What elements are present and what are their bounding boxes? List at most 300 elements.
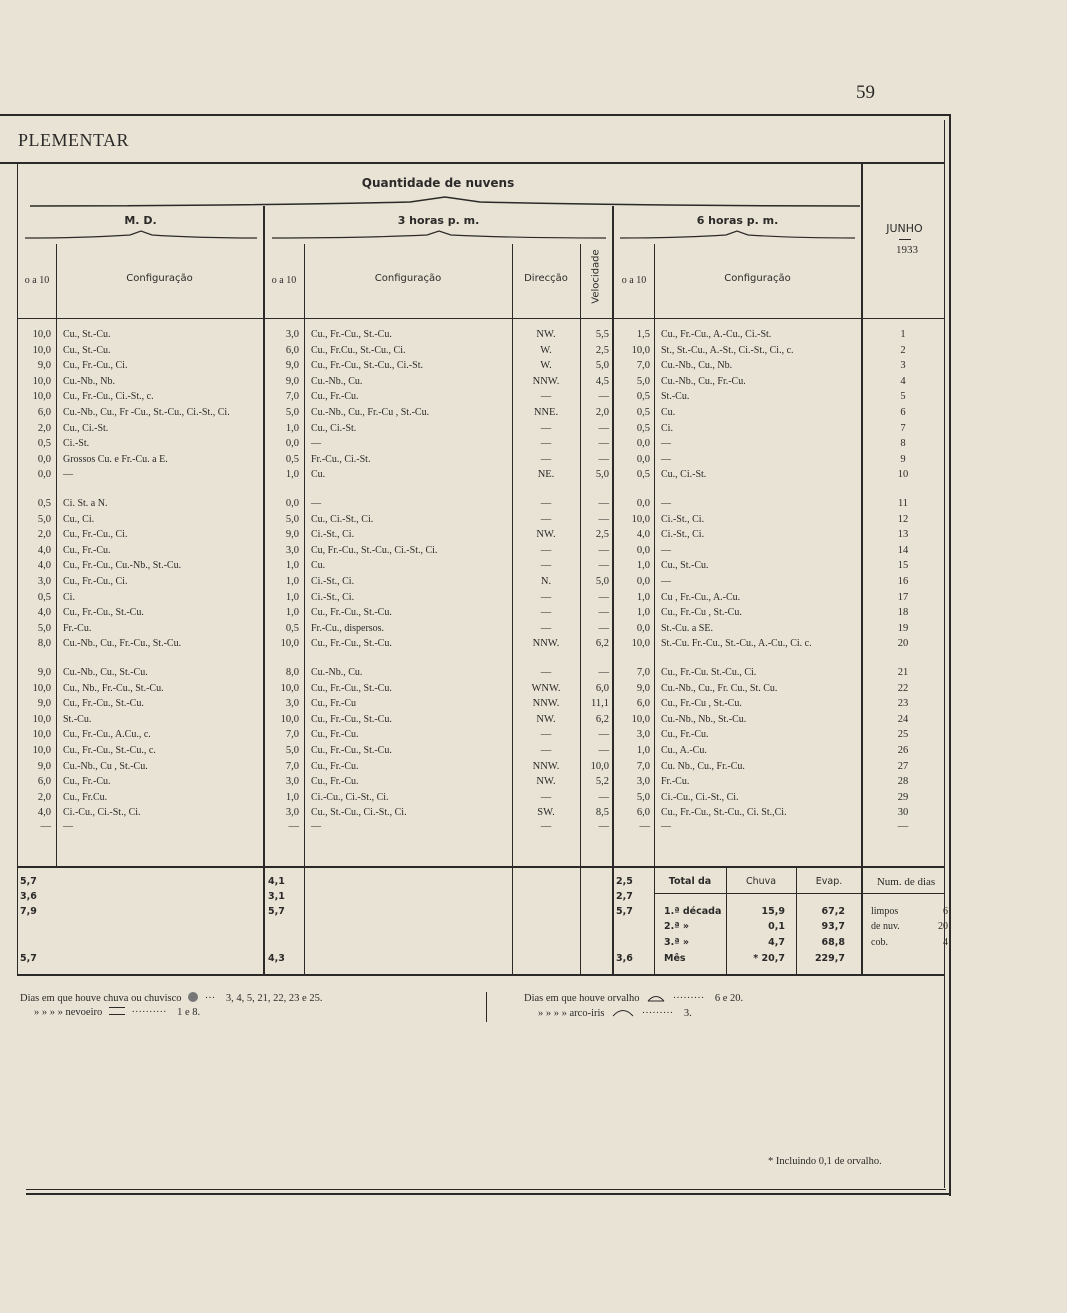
p3-direction: NNW.	[532, 375, 560, 387]
p3-config: Fr.-Cu., dispersos.	[311, 622, 385, 634]
md-config: Cu., Nb., Fr.-Cu., St.-Cu.	[63, 682, 164, 694]
p6-config: Cu., Fr.-Cu.	[661, 729, 709, 741]
p3-velocity: 5,2	[595, 776, 609, 788]
header-scale-3pm: o a 10	[271, 275, 297, 286]
note-nevoeiro-days: 1 e 8.	[177, 1007, 201, 1018]
brace-md	[25, 230, 257, 242]
p6-value: 6,0	[636, 698, 650, 710]
p6-config: Cu., Ci.-St.	[661, 469, 707, 481]
page-number: 59	[856, 82, 875, 103]
md-config: Cu., Fr.-Cu., St.-Cu.	[63, 698, 144, 710]
p3-direction: WNW.	[531, 682, 561, 694]
md-value: 0,0	[37, 469, 51, 481]
p6-value: 10,0	[631, 344, 650, 356]
p6-config: —	[661, 498, 671, 509]
summary-md-value: 5,7	[20, 876, 37, 887]
p3-direction: NNW.	[532, 638, 560, 650]
p6-value: 3,0	[636, 776, 650, 788]
p3-value: 7,0	[285, 760, 299, 772]
note-arco-days: 3.	[683, 1008, 692, 1019]
p3-velocity: —	[598, 791, 609, 803]
summary-decade-evap: 68,8	[821, 937, 845, 948]
p3-velocity: —	[598, 729, 609, 741]
summary-decade-evap: 229,7	[814, 953, 845, 964]
p6-value: 4,0	[636, 529, 650, 541]
md-config: Cu.-Nb., Nb.	[63, 375, 115, 387]
p6-config: Cu., Fr.-Cu , St.-Cu.	[661, 607, 742, 619]
p3-value: 0,5	[285, 453, 299, 465]
p3-velocity: 2,5	[595, 529, 609, 541]
md-config: Ci.	[63, 591, 75, 603]
p6-config: Cu.	[661, 407, 676, 418]
p3-velocity: 4,5	[595, 375, 609, 387]
p3-direction: —	[540, 544, 552, 556]
summary-days-value: 20	[938, 921, 948, 932]
p6-value: 0,5	[636, 407, 650, 418]
summary-p3-value: 3,1	[268, 891, 285, 902]
p3-velocity: —	[598, 821, 609, 833]
summary-decade-label: 2.ª »	[664, 921, 690, 932]
p3-config: Cu.	[311, 560, 326, 572]
p6-config: Cu., Fr.-Cu , St.-Cu.	[661, 698, 742, 710]
p3-value: 7,0	[285, 391, 299, 403]
summary-divider	[512, 867, 513, 975]
p6-value: 7,0	[636, 360, 650, 372]
header-year: 1933	[896, 244, 918, 256]
p3-value: 9,0	[285, 529, 299, 541]
md-config: Cu.-Nb., Cu , St.-Cu.	[63, 760, 148, 772]
day: 27	[897, 760, 909, 772]
md-value: 9,0	[37, 698, 51, 710]
summary-header-rule-month	[862, 893, 944, 894]
p3-direction: NW.	[536, 776, 556, 788]
summary-p6-value: 3,6	[616, 953, 633, 964]
p3-config: Ci.-St., Ci.	[311, 591, 355, 603]
md-value: 5,0	[37, 622, 51, 634]
brace-main	[30, 196, 860, 210]
p6-config: St.-Cu. Fr.-Cu., St.-Cu., A.-Cu., Ci. c.	[661, 638, 812, 650]
p6-value: 0,0	[636, 576, 650, 587]
summary-num-dias-label: Num. de dias	[876, 876, 936, 888]
p3-value: 5,0	[285, 745, 299, 756]
p3-direction: NW.	[536, 713, 556, 725]
md-value: 4,0	[37, 607, 51, 619]
p3-config: —	[311, 438, 321, 450]
day: 25	[897, 729, 909, 741]
p3-config: Cu.-Nb., Cu.	[311, 375, 363, 387]
dew-icon	[646, 992, 666, 1002]
md-value: 10,0	[32, 745, 51, 756]
day: 8	[900, 438, 906, 450]
day: 5	[900, 391, 906, 403]
md-value: 10,0	[32, 375, 51, 387]
p3-value: 1,0	[285, 560, 299, 572]
p3-config: Ci.-Cu., Ci.-St., Ci.	[311, 791, 389, 803]
summary-decade-label: 1.ª década	[664, 906, 722, 917]
md-config: Cu., Fr.-Cu., St.-Cu.	[63, 607, 144, 619]
p3-value: 10,0	[280, 638, 299, 650]
bottom-rule-thin	[26, 1189, 946, 1190]
header-bottom-rule	[18, 318, 944, 319]
p3-velocity: 5,0	[595, 469, 609, 481]
p6-value: 3,0	[636, 729, 650, 741]
p3-velocity: —	[598, 591, 609, 603]
p3-value: 1,0	[285, 576, 299, 587]
sub-divider	[654, 244, 655, 866]
p3-value: 10,0	[280, 682, 299, 694]
md-config: Fr.-Cu.	[63, 622, 92, 634]
top-rule	[0, 114, 950, 116]
md-value: 6,0	[37, 407, 51, 418]
sub-divider	[56, 244, 57, 866]
p6-value: 0,5	[636, 422, 650, 434]
header-config-md: Configuração	[126, 273, 193, 284]
p3-velocity: 10,0	[590, 760, 609, 772]
p3-velocity: —	[598, 438, 609, 450]
md-value: 4,0	[37, 560, 51, 572]
p6-config: —	[661, 576, 671, 587]
p6-value: 1,0	[636, 745, 650, 756]
summary-days-label: cob.	[871, 937, 888, 948]
summary-md-value: 7,9	[20, 906, 37, 917]
summary-total-label: Total da	[668, 876, 712, 887]
p3-config: —	[311, 498, 321, 509]
p3-direction: NNE.	[533, 407, 559, 418]
p3-velocity: —	[598, 560, 609, 572]
p3-value: 3,0	[285, 329, 299, 340]
p3-config: Cu., Fr.-Cu., St.-Cu.	[311, 682, 392, 694]
header-scale-md: o a 10	[24, 275, 50, 286]
right-frame-outer	[949, 114, 951, 1196]
summary-decade-chuva: * 20,7	[753, 953, 785, 964]
p6-value: 0,0	[636, 438, 650, 450]
p6-value: 10,0	[631, 638, 650, 650]
p3-direction: —	[540, 607, 552, 619]
md-value: 9,0	[37, 760, 51, 772]
bottom-rule-thick	[26, 1193, 951, 1195]
p6-config: Cu., Fr.-Cu., A.-Cu., Ci.-St.	[661, 329, 772, 340]
md-value: 10,0	[32, 344, 51, 356]
p3-direction: —	[540, 391, 552, 403]
p3-direction: —	[540, 622, 552, 634]
p3-value: 1,0	[285, 591, 299, 603]
p3-config: Cu., Fr.-Cu., St.-Cu.	[311, 638, 392, 650]
p6-config: —	[661, 544, 671, 556]
summary-bottom-rule	[18, 974, 944, 976]
md-value: 4,0	[37, 544, 51, 556]
md-value: 10,0	[32, 729, 51, 741]
p3-velocity: —	[598, 513, 609, 525]
leader-dots: ·········	[641, 1008, 674, 1019]
md-config: —	[63, 821, 73, 833]
p3-config: Cu., Fr.-Cu.	[311, 391, 359, 403]
p6-value: 10,0	[631, 713, 650, 725]
p3-config: Cu., Fr.-Cu., St.-Cu.	[311, 745, 392, 756]
fog-icon	[109, 1007, 125, 1015]
p6-config: Ci.-St., Ci.	[661, 529, 705, 541]
p3-config: Cu., Fr.-Cu.	[311, 776, 359, 788]
rainbow-icon	[611, 1007, 635, 1017]
md-value: 9,0	[37, 667, 51, 678]
day: 29	[897, 791, 909, 803]
day: 15	[897, 560, 909, 572]
note-nevoeiro-label: » » » » nevoeiro	[34, 1007, 103, 1018]
p6-config: Cu.-Nb., Nb., St.-Cu.	[661, 713, 747, 725]
md-config: St.-Cu.	[63, 713, 92, 725]
day: 9	[900, 453, 906, 465]
summary-days-value: 6	[943, 906, 948, 917]
md-value: 9,0	[37, 360, 51, 372]
header-month-dash	[899, 239, 911, 240]
p3-value: 0,5	[285, 622, 299, 634]
header-scale-6pm: o a 10	[621, 275, 647, 286]
p3-velocity: 8,5	[595, 807, 609, 819]
summary-p3-value: 4,1	[268, 876, 285, 887]
note-orvalho-label: Dias em que houve orvalho	[524, 993, 640, 1004]
p6-config: Ci.-St., Ci.	[661, 513, 705, 525]
p3-config: Ci.-St., Ci.	[311, 576, 355, 587]
note-orvalho	[524, 992, 743, 1004]
header-config-3pm: Configuração	[374, 273, 442, 284]
p6-value: 7,0	[636, 760, 650, 772]
summary-p6-value: 5,7	[616, 906, 633, 917]
p3-value: 7,0	[285, 729, 299, 741]
md-config: Cu.-Nb., Cu., St.-Cu.	[63, 667, 148, 678]
p3-direction: —	[540, 422, 552, 434]
summary-decade-evap: 67,2	[821, 906, 845, 917]
note-chuva-label: Dias em que houve chuva ou chuvisco	[20, 993, 182, 1004]
summary-days-label: de nuv.	[871, 921, 900, 932]
p6-config: Cu.-Nb., Cu., Nb.	[661, 360, 733, 372]
p3-value: 1,0	[285, 469, 299, 481]
md-value: 0,5	[37, 498, 51, 509]
day: 21	[897, 667, 909, 678]
p3-config: Cu.-Nb., Cu.	[311, 667, 363, 678]
day: 14	[897, 544, 909, 556]
p3-value: 9,0	[285, 375, 299, 387]
summary-decade-label: Mês	[664, 953, 686, 964]
leader-dots: ··········	[131, 1007, 167, 1018]
summary-days-value: 4	[943, 937, 948, 948]
p3-config: Cu., Ci.-St.	[311, 422, 357, 434]
header-group-6pm: 6 horas p. m.	[696, 214, 779, 227]
note-orvalho-days: 6 e 20.	[714, 993, 744, 1004]
p6-config: Cu. Nb., Cu., Fr.-Cu.	[661, 760, 745, 772]
p3-value: 3,0	[285, 544, 299, 556]
summary-md-value: 3,6	[20, 891, 37, 902]
p6-value: 1,5	[636, 329, 650, 340]
md-config: Cu.-Nb., Cu., Fr -Cu., St.-Cu., Ci.-St., Ci.	[63, 407, 230, 418]
md-config: —	[63, 469, 73, 481]
p3-velocity: 5,5	[595, 329, 609, 340]
day: 24	[897, 713, 909, 725]
day: 12	[897, 513, 909, 525]
p3-velocity: —	[598, 422, 609, 434]
md-config: Cu., Fr.-Cu., Ci.	[63, 360, 128, 372]
p3-config: Ci.-St., Ci.	[311, 529, 355, 541]
p3-velocity: —	[598, 667, 609, 678]
header-month: JUNHO	[886, 222, 923, 235]
p6-value: 0,0	[636, 622, 650, 634]
summary-p3-value: 4,3	[268, 953, 285, 964]
p3-velocity: 2,0	[595, 407, 609, 418]
md-config: Cu., St.-Cu.	[63, 329, 111, 340]
p3-value: 5,0	[285, 407, 299, 418]
p6-value: 0,0	[636, 498, 650, 509]
md-config: Cu., Fr.Cu.	[63, 791, 108, 803]
header-group-3pm: 3 horas p. m.	[397, 214, 480, 227]
p6-value: 0,0	[636, 453, 650, 465]
p6-config: Cu., St.-Cu.	[661, 560, 709, 572]
notes-divider	[486, 992, 487, 1022]
day: 11	[897, 498, 909, 509]
header-group-md: M. D.	[124, 214, 157, 227]
md-config: Cu., Fr.-Cu.	[63, 776, 111, 788]
p3-velocity: 2,5	[595, 344, 609, 356]
p3-value: 1,0	[285, 422, 299, 434]
summary-md-value: 5,7	[20, 953, 37, 964]
page-title: PLEMENTAR	[18, 130, 130, 150]
note-arco-label: » » » » arco-iris	[538, 1008, 605, 1019]
p6-value: 5,0	[636, 791, 650, 803]
md-config: Cu., Fr.-Cu., St.-Cu., c.	[63, 745, 156, 756]
p3-value: 1,0	[285, 791, 299, 803]
p3-velocity: 6,0	[595, 682, 609, 694]
p6-config: St.-Cu. a SE.	[661, 622, 713, 634]
note-chuva	[20, 992, 322, 1004]
p6-value: 1,0	[636, 560, 650, 572]
p3-value: 5,0	[285, 513, 299, 525]
p3-config: Cu., St.-Cu., Ci.-St., Ci.	[311, 807, 407, 819]
right-frame-inner	[944, 120, 945, 1188]
p3-value: 9,0	[285, 360, 299, 372]
p3-direction: —	[540, 453, 552, 465]
day: 3	[900, 360, 906, 372]
p3-direction: NNW.	[532, 760, 560, 772]
p6-config: —	[661, 453, 671, 465]
p3-value: 10,0	[280, 713, 299, 725]
p3-velocity: —	[598, 498, 609, 509]
p3-value: 0,0	[285, 498, 299, 509]
summary-top-rule	[18, 866, 944, 868]
p3-direction: NE.	[537, 469, 555, 481]
p3-direction: NNW.	[532, 698, 560, 710]
p3-direction: —	[540, 438, 552, 450]
summary-p3-value: 5,7	[268, 906, 285, 917]
p3-velocity: —	[598, 391, 609, 403]
p6-config: Cu., A.-Cu.	[661, 745, 707, 756]
p3-config: Cu., Fr.-Cu., St.-Cu.	[311, 713, 392, 725]
md-value: 4,0	[37, 807, 51, 819]
p3-config: Cu.-Nb., Cu., Fr.-Cu , St.-Cu.	[311, 407, 430, 418]
p3-direction: W.	[540, 344, 552, 356]
md-value: 10,0	[32, 682, 51, 694]
p3-config: Cu., Fr.-Cu	[311, 698, 357, 710]
p6-config: Cu.-Nb., Cu., Fr. Cu., St. Cu.	[661, 682, 778, 694]
md-value: 10,0	[32, 713, 51, 725]
md-config: Cu.-Nb., Cu., Fr.-Cu., St.-Cu.	[63, 638, 182, 650]
p3-value: 8,0	[285, 667, 299, 678]
day: 2	[900, 344, 906, 356]
p3-value: 6,0	[285, 344, 299, 356]
md-value: —	[40, 821, 51, 833]
p6-value: 6,0	[636, 807, 650, 819]
summary-decade-evap: 93,7	[821, 921, 845, 932]
p3-velocity: —	[598, 622, 609, 634]
p3-config: Cu, Fr.-Cu., St.-Cu., Ci.-St., Ci.	[311, 544, 438, 556]
day: 10	[897, 469, 909, 481]
p3-direction: —	[540, 729, 552, 741]
p3-velocity: —	[598, 544, 609, 556]
md-value: 6,0	[37, 776, 51, 788]
p6-value: 0,5	[636, 391, 650, 403]
brace-3pm	[272, 230, 606, 242]
p3-value: —	[288, 821, 299, 833]
note-nevoeiro	[34, 1007, 200, 1018]
day: 1	[900, 329, 906, 340]
md-value: 10,0	[32, 329, 51, 340]
day: —	[897, 821, 909, 833]
md-config: Cu., Fr.-Cu., Ci.-St., c.	[63, 391, 154, 403]
p6-config: —	[661, 821, 671, 833]
p3-velocity: 5,0	[595, 360, 609, 372]
day: 7	[900, 422, 906, 434]
md-config: Cu., Fr.-Cu., Ci.	[63, 576, 128, 587]
p6-value: 10,0	[631, 513, 650, 525]
p3-velocity: 6,2	[595, 638, 609, 650]
summary-p6-value: 2,7	[616, 891, 633, 902]
summary-divider	[580, 867, 581, 975]
p6-value: 1,0	[636, 607, 650, 619]
p3-direction: W.	[540, 360, 552, 372]
p6-config: St.-Cu.	[661, 391, 690, 403]
p3-direction: —	[540, 791, 552, 803]
md-value: 2,0	[37, 791, 51, 803]
day: 28	[897, 776, 909, 788]
md-value: 0,5	[37, 591, 51, 603]
table-top-rule	[0, 162, 944, 164]
md-value: 5,0	[37, 513, 51, 525]
p6-value: 7,0	[636, 667, 650, 678]
p3-direction: SW.	[537, 807, 555, 819]
p6-config: —	[661, 438, 671, 450]
p3-direction: —	[540, 745, 552, 756]
day: 17	[897, 591, 909, 603]
summary-decade-chuva: 0,1	[768, 921, 785, 932]
day: 19	[897, 622, 909, 634]
p3-value: 3,0	[285, 776, 299, 788]
p3-config: Cu., Fr.-Cu., St.-Cu.	[311, 329, 392, 340]
day: 23	[897, 698, 909, 710]
p3-direction: NW.	[536, 329, 556, 340]
sub-divider	[304, 244, 305, 866]
header-velocity: Velocidade	[590, 249, 602, 304]
p3-direction: —	[540, 821, 552, 833]
p3-velocity: 6,2	[595, 713, 609, 725]
p6-value: 5,0	[636, 375, 650, 387]
p3-config: Cu., Fr.-Cu.	[311, 760, 359, 772]
summary-decade-label: 3.ª »	[664, 937, 690, 948]
p6-config: Ci.-Cu., Ci.-St., Ci.	[661, 791, 739, 803]
md-config: Cu., Ci.	[63, 513, 95, 525]
day: 30	[897, 807, 909, 819]
note-arco	[538, 1007, 692, 1019]
md-value: 0,0	[37, 453, 51, 465]
md-config: Cu., Fr.-Cu.	[63, 544, 111, 556]
p6-value: 0,0	[636, 544, 650, 556]
p3-config: Fr.-Cu., Ci.-St.	[311, 453, 371, 465]
p3-config: Cu., Fr.-Cu., St.-Cu., Ci.-St.	[311, 360, 423, 372]
